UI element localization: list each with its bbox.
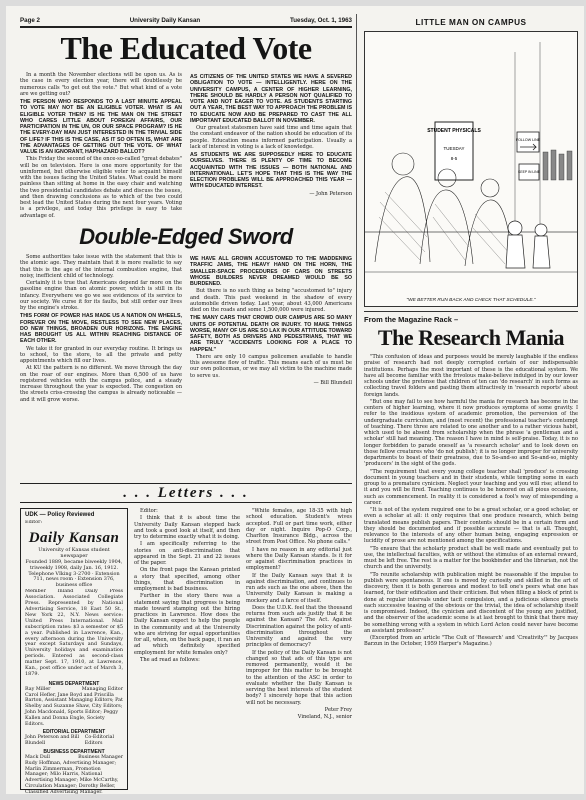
cartoon-drawing (365, 32, 577, 296)
headline-double-edged-sword: Double-Edged Sword (79, 224, 293, 249)
folio-rule (20, 26, 352, 28)
masthead-membership (25, 589, 123, 679)
cartoon-illustration (364, 31, 578, 307)
folio-page-number: Page 2 (20, 16, 40, 24)
column-divider (356, 14, 357, 532)
paragraph: There are only 10 campus policemen available to handle this awesome flow of traffic. This means each of us must be our own policeman, or we may all victim to the machine made to serve us. (190, 353, 352, 379)
headline-educated-vote: The Educated Vote (60, 30, 312, 66)
editorial-staff (25, 735, 123, 747)
paragraph: We take it for granted in our everyday routine. It brings us to school, to the store, to all the private and petty appointments which fill our lives. (20, 345, 182, 364)
masthead-subtitle: University of Kansas student newspaper (38, 546, 110, 559)
editor-name: Ray Miller (25, 686, 51, 692)
byline: — Bill Blundell (313, 379, 352, 386)
letters-column (246, 508, 352, 790)
paragraph: "The requirement that every young college teacher shall 'produce' is crossing document in young teachers and in their students, while tempting some in each group to a premature cynicism. Neglect your teaching and you will rise; attend to it and you will be fired. Teaching continues to be honored on all pious occasions, such as commencement. In reality it is considered a fool's way of misspending a career. (364, 468, 578, 506)
udk-policy-heading: UDK — Policy Reviewed (25, 512, 95, 518)
business-list: Rudy Hoffman, Advertising Manager; Marlin Zimmerman, Promotion Manager; Milo Harris, National Advertising Manager; Mike McCarthy, Circulation Manager; Dorothy Beller, Classified Advertising Manager. (25, 760, 119, 794)
keep-sign-text: KEEP IN LINE (518, 170, 540, 174)
paragraph: "It is not of the system required one to be a great scholar, or a good scholar, or even a scholar at all: it only requires that one produce research, which being translated means publish papers. Their contents should be in a certain form and they should be documented and if possible accurate — that is all. Thought, relevance to the interests of any other human being, engaging expression or lucidity of prose are not mentioned among the specifications. (364, 507, 578, 545)
business-department-heading: BUSINESS DEPARTMENT (43, 749, 105, 756)
letter-paragraph: "White females, age 18-35 with high school education. Student's wives accepted. Full or part time work, either day or night. Inquire Pop-O Corp., Charlton Insurance Bldg., across the street from Post Office. No phone calls." (246, 508, 352, 546)
paragraph: This Friday the second of the once-so-called "great debates" will be on television. Here is one more opportunity for the uninformed, but otherwise eligible voter to acquaint himself with the issues facing the United States. What could be more painless than sitting at home in the easy chair and watching the two presidential candidates debate and discuss the issues, and then drawing conclusions as to which of the two could best lead the United States during the next four years. Voting is a privilege, and today this privilege is easy to take advantage of. (20, 156, 182, 219)
business-manager-name: Mack Dull (25, 755, 50, 761)
letter-signature: Peter Frey (324, 706, 352, 713)
article-research-mania (364, 354, 578, 788)
letter-paragraph: If the Daily Kansan says that it is against discrimination, and continues to run ads such as the one above, then the University Daily Kansan is making a mockery and a farce of itself. (246, 572, 352, 604)
paragraph: In a month the November elections will be upon us. As is the case in every election year, there will doubtlessly be numerous calls "to get out the vote." But what kind of a vote are we getting out? (20, 72, 182, 97)
article-double-edged-sword (20, 254, 352, 478)
letter-paragraph: On the front page the Kansan printed a story that specified, among other things, that discrimination in employment is bad business. (134, 567, 240, 592)
editor-title: Managing Editor (81, 686, 123, 692)
paragraph: THIS FORM OF POWER HAS MADE US A NATION ON WHEELS, FOREVER ON THE MOVE, RESTLESS TO SEE NEW PLACES, DO NEW THINGS, BROADEN OUR HORIZONS. THE ENGINE HAS BROUGHT US ALL WITHIN REACHING DISTANCE OF EACH OTHER. (20, 313, 182, 345)
article-column (364, 354, 578, 788)
headline-research-mania: The Research Mania (377, 325, 565, 350)
byline: — John Peterson (309, 190, 352, 197)
sign-text: STUDENT PHYSICALS (427, 128, 481, 134)
article-column (190, 254, 352, 478)
section-rule (364, 311, 578, 312)
udk-policy-text (25, 520, 123, 527)
newspaper-page (6, 6, 584, 794)
paragraph: AS CITIZENS OF THE UNITED STATES WE HAVE A SEVERED OBLIGATION TO VOTE — INTELLIGENTLY. HERE ON THE UNIVERSITY CAMPUS, A CENTER OF HIGHER LEARNING, THERE SHOULD BE HARDLY A PERSON NOT QUALIFIED TO VOTE AND NOT EAGER TO VOTE. AS STUDENTS STARTING OUT A YEAR, THE BEST WAY TO APPROACH THE PROBLEM IS TO EDUCATE NOW AND BE PREPARED TO CAST THE ALL IMPORTANT EDUCATED BALLOT IN NOVEMBER. (190, 74, 352, 124)
letter-paragraph: I am specifically referring to the stories on anti-discrimination that appeared in the Sept. 21 and 22 issues of the paper. (134, 541, 240, 566)
letter-paragraph: I think that it is about time the University Daily Kansan stepped back and took a good look at itself, and then try to determine exactly what it is doing. (134, 515, 240, 540)
letter-paragraph: Editor: (140, 508, 158, 514)
paragraph: "This confusion of ideas and purposes would be merely laughable if the endless praise of research had not deeply corrupted certain of our indispensable institutions. Perhaps the most important of these is the educational system. We have all become familiar with the frivolous make-believe indulged in by our lower schools under the pretense that children of ten can 'do research' in such forms as collecting travel folders and pasting them attractively in 'research reports' about foreign lands. (364, 354, 578, 398)
page-folio (20, 14, 352, 26)
masthead-title: Daily Kansan (28, 529, 120, 546)
editorial-names: John Peterson and Bill Blundell (25, 735, 80, 747)
editorial-title: Co-Editorial Editors (84, 735, 115, 747)
paragraph: WE HAVE ALL GROWN ACCUSTOMED TO THE MADDENING TRAFFIC JAMS, THE HEAVY HAND ON THE HORN, THE SMALLER-SPACE PROCEDURES OF CARS ON STREETS WHOSE BUILDERS NEVER DREAMED WOULD BE SO BURDENED. (190, 256, 352, 287)
letters-column (134, 508, 240, 790)
paragraph: "To reunite scholarship with publication might be reasonable if the impulse to publish were spontaneous. If one is moved by curiosity and skilled in the art of discovery, then it is both generous and modest to tell one's peers what one has learned, for their edification and their criticism. But when filling a block of print is done at regular intervals under tacit compulsion, and a judicious silence greets each successive teasing of the obvious or the trivial, the idea of scholarship itself is compromised. Indeed, the cynicism and discontent of the young are justified, and the observer of the academic scene is at last brought to think that there may be something wrong with a system in which Lord Acton could never have become an assistant professor." (364, 571, 578, 634)
letters-columns (134, 508, 352, 790)
paragraph: Editor: (25, 520, 43, 525)
paragraph: But there is no such thing as being "accustomed to" injury and death. This past weekend in the shadow of every automobile driven today. Last year, about 43,000 Americans died on the roads and some 1,500,000 were injured. (190, 288, 352, 313)
letter-paragraph: The ad read as follows: (140, 656, 200, 663)
sign-days: TUESDAY (443, 146, 465, 151)
masthead-phones: Telephone VIking 3-2700 · Extension 711, news room · Extension 376, business office (28, 570, 120, 589)
article-educated-vote (20, 72, 352, 220)
article-column (20, 72, 182, 220)
letter-paragraph: Does the U.D.K. feel that the thousand returns from such ads justify that it be against the Kansan? The Act. Against Discrimination against the policy of anti-discrimination throughout the University and against the very principles of democracy? (246, 604, 352, 649)
news-department-heading: NEWS DEPARTMENT (48, 680, 100, 687)
letters-banner-text: . . . Letters . . . (123, 484, 249, 501)
paragraph: THE MANY CARS THAT CROWD OUR CAMPUS ARE SO MANY UNITS OF POTENTIAL DEATH OR INJURY. TO MAKE THINGS WORSE, MANY OF US ARE SO LAX IN OUR ATTITUDE TOWARD SAFETY, BOTH AS DRIVERS AND PEDESTRIANS, THAT WE ARE TRULY "ACCIDENTS LOOKING FOR A PLACE TO HAPPEN." (190, 315, 352, 353)
paragraph: At KU the pattern is no different. We move through the day on the roar of our engines. More than 6,500 of us have registered vehicles with the campus police, and a steady increase throughout the year is expected. The congestion on the streets criss-crossing the campus is already noticeable — and it will grow worse. (20, 365, 182, 403)
masthead-founded: Founded 1889, became biweekly 1904, triweekly 1908, daily Jan. 16, 1912. (25, 558, 123, 571)
sign-hours: 8-5 (450, 156, 458, 161)
letter-paragraph: Further in the story there was a statement saying that progress is being made toward stamping out the hiring practices in Lawrence. How does the Daily Kansan expect to help the people in the community and at the University who are striving for equal opportunities for all, when, on the back page, it ran an ad which definitely specified employment for white females only? (134, 593, 240, 656)
cartoon-title: LITTLE MAN ON CAMPUS (415, 18, 527, 27)
paragraph: AS STUDENTS WE ARE SUPPOSEDLY HERE TO EDUCATE OURSELVES. THERE IS PLENTY OF TIME TO BECOME ACQUAINTED WITH THE ISSUES — BOTH NATIONAL AND INTERNATIONAL. LET'S HOPE THAT THIS IS THE WAY THE ELECTION PROBLEMS WILL BE APPROACHED THIS YEAR — WITH EDUCATED INTEREST. (190, 152, 352, 190)
paragraph: Certainly it is true that Americans depend far more on the gasoline engine than on atomic power, which is still in its infancy. Everywhere we go we see evidences of its service to our society. We curse it for its faults, but still order our lives by the engine's stroke. (20, 280, 182, 311)
paragraph: "To ensure that the scholarly product shall be well made and eventually put to use, the intellectual faculties, with or without the stimulus of an external reward, must be left free. The rest is a matter for the bookbinder and the librarian, not the church and the university. (364, 545, 578, 571)
arrow-sign-text: FOLLOW LINE (515, 138, 541, 142)
news-staff (25, 687, 123, 728)
paragraph: THE PERSON WHO RESPONDS TO A LAST MINUTE APPEAL TO VOTE MAY NOT BE AN ELIGIBLE VOTER. WHAT IS AN ELIGIBLE VOTER THEN? IS HE THE MAN ON THE STREET WHO CARES LITTLE ABOUT FOREIGN AFFAIRS, OUR PARTICIPATION IN THE UN, OR OUR SPACE PROGRAM? IS HE THE EVERY-DAY MAN JUST INTERESTED IN THE TRIVIAL SIDE OF LIFE? IF THIS IS THE CASE, AS IT SO OFTEN IS, WHAT ARE THE ADVANTAGES OF GETTING OUT THE VOTE. OF WHAT VALUE IS AN IGNORANT, HAPHAZARD BALLOT? (20, 99, 182, 155)
paragraph: (Excerpted from an article "The Cult of 'Research' and 'Creativity'" by Jacques Barzun in the October, 1959 Harper's Magazine.) (364, 635, 578, 648)
paragraph: Some authorities take issue with the statement that this is the atomic age. They maintain that it is more realistic to say that this is the age of the internal combustion engine, that noisy, inefficient child of technology. (20, 254, 182, 279)
business-manager-title: Business Manager (78, 755, 123, 761)
business-staff (25, 755, 123, 794)
letter-paragraph: If the policy of the Daily Kansan is not changed so that ads of this type are removed permanently, would it be improper for this matter to be brought to the attention of the ASC in order to evaluate whether the Daily Kansan is serving the best interests of the student body? I sincerely hope that this action will not be necessary. (246, 649, 352, 706)
paragraph: Member Inland Daily Press Association. Associated Collegiate Press. Represented by National Advertising Service, 18 East 50 St., New York 22, N.Y. News service: United Press International. Mail subscription rates: $3 a semester or $5 a year. Published in Lawrence, Kan., every afternoon during the University year except Saturdays and Sundays, University holidays and examination periods. Entered as second-class matter Sept. 17, 1910, at Lawrence, Kan., post office under act of March 3, 1879. (25, 589, 123, 677)
editors-list: Carol Hefler, Jane Boyd and Priscilla Barton, Assistant Managing Editors; Pat Shelby and Suzanne Shaw, City Editors; John Macdonald, Sports Editor; Peggy Kallen and Donna Engle, Society Editors. (25, 692, 123, 727)
cartoon-caption: "WE BETTER RUN BACK AND CHECK THAT SCHEDULE." (406, 298, 536, 303)
folio-date: Tuesday, Oct. 1, 1963 (289, 16, 352, 24)
letter-paragraph: I have no reason in any editorial just where the Daily Kansan stands. Is it for or against discrimination practices in employment? (246, 546, 352, 572)
letter-signature-place: Vineland, N.J., senior (297, 714, 352, 720)
paragraph: "But one may fail to see how harmful the mania for research has become in the centers of higher learning, where it now produces symptoms of some gravity. I refer to the insidious system of academic promotion, the perversion of the undergraduate curriculum, and (most recent) the professional teacher's contempt of teaching. There three are related to one another and to a rather vicious habit, which used to be absent from scholarship when the phrase 'a gentleman and a scholar' still had meaning. The reason I have in mind is self-praise. Today, it is no longer forbidden to parade oneself as 'a research scholar' and to look down on those fellow creatures who 'do not publish'; it is no longer improper for university departments to boast of their greatness, due to So-and-so and So-and-so, mighty 'producers' in the sight of the gods. (364, 398, 578, 468)
article-column (20, 254, 182, 478)
letters-banner (20, 483, 352, 503)
article-column (190, 72, 352, 220)
lower-section (20, 508, 352, 794)
paragraph: Our greatest statesmen have said time and time again that the constant endeavor of the nation should be education of its people. Education means informed participation. Usually a lack of interest in voting is a lack of knowledge. (190, 125, 352, 150)
folio-paper-name: University Daily Kansan (129, 16, 201, 24)
udk-masthead-box (20, 508, 128, 794)
editorial-department-heading: EDITORIAL DEPARTMENT (42, 729, 106, 736)
magazine-rack-label: From the Magazine Rack – (364, 315, 459, 324)
